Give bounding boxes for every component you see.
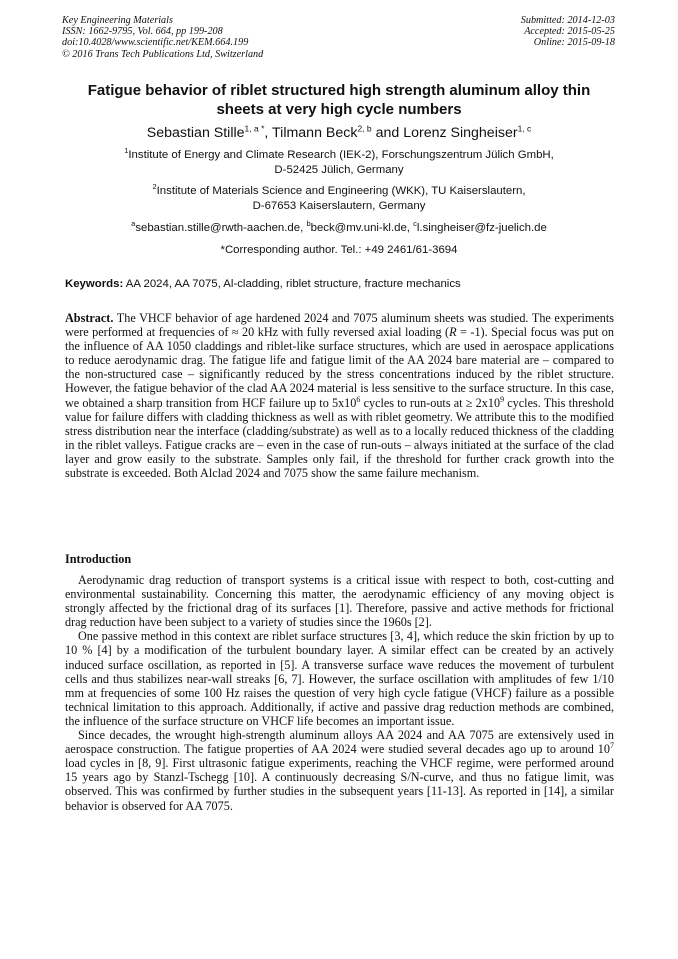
author-affiliation-mark: 1, a *	[244, 123, 265, 134]
email-mark: c	[413, 219, 417, 229]
paragraph-text: Since decades, the wrought high-strength aluminum alloys AA 2024 and AA 7075 are extensively used in aerospace construction. The fatigue properties of AA 2024 were studied several decades ago up to around 10	[65, 728, 614, 757]
author-separator: and	[371, 125, 404, 141]
author-name: Sebastian Stille	[146, 125, 245, 141]
paragraph	[65, 728, 614, 813]
author-emails	[40, 221, 638, 236]
corresponding-author: *Corresponding author. Tel.: +49 2461/61-3694	[220, 244, 458, 256]
email-link[interactable]: l.singheiser@fz-juelich.de	[416, 222, 547, 234]
paragraph: One passive method in this context are riblet surface structures [3, 4], which reduce the skin friction by up to 10 % [4] by a modification of the turbulent boundary layer. A similar effect can be created by an actively induced surface oscillation, as reported in [5]. A transverse surface wave reduces the movement of turbulent cells and thus stabilizes near-wall streaks [6, 7]. However, the surface oscillation with amplitudes of few 1/10 mm at frequencies of some 100 Hz raises the question of very high cycle fatigue (VHCF) failure as a possible technical limitation to this approach. Additionally, if active and passive drag reduction methods are combined, the influence of the surface structure on VHCF life becomes an important issue.	[65, 629, 614, 728]
submitted-date: Submitted: 2014-12-03	[520, 15, 615, 26]
paragraph: Aerodynamic drag reduction of transport systems is a critical issue with respect to both, cost-cutting and environmental sustainability. Concerning this matter, the aerodynamic efficiency of any moving object is strongly affected by the frictional drag of its surfaces [1]. Therefore, passive and active methods for frictional drag reduction have been subject to a variety of studies since the 1960s [2].	[65, 573, 614, 630]
abstract-text: The VHCF behavior of age hardened 2024 and 7075 aluminum sheets was studied. The experiments were performed at frequencies of ≈ 20 kHz with fully reversed axial loading (	[65, 311, 614, 340]
online-date: Online: 2015-09-18	[533, 37, 615, 49]
email-mark: b	[306, 219, 311, 229]
affiliation-mark: 1	[124, 146, 129, 156]
exponent: 9	[500, 394, 505, 404]
affiliation-2	[40, 184, 638, 214]
abstract-text: cycles. This threshold value for failure differs with cladding thickness as well as with riblet geometry. We attribute this to the modified stress distribution near the interface (cladding/substrate) as well as to a locally reduced thickness of the cladding in the riblet valleys. Fatigue cracks are – even in the case of run-outs – always initiated at the surface of the clad layer and grow easily to the substrate. Samples only fail, if the threshold for further crack growth into the substrate is exceeded. Both Alclad 2024 and 7075 show the same failure mechanism.	[65, 395, 614, 481]
abstract-text: cycles to run-outs at ≥ 2x10	[360, 395, 501, 410]
author-name: Tilmann Beck	[272, 125, 358, 141]
email-link[interactable]: sebastian.stille@rwth-aachen.de,	[135, 222, 307, 234]
exponent: 7	[610, 741, 614, 751]
journal-doi: doi:10.4028/www.scientific.net/KEM.664.199	[62, 37, 249, 49]
journal-issn: ISSN: 1662-9795, Vol. 664, pp 199-208	[62, 26, 223, 38]
email-link[interactable]: beck@mv.uni-kl.de,	[310, 222, 414, 234]
keywords-label: Keywords:	[65, 278, 124, 290]
author-affiliation-mark: 1, c	[517, 123, 532, 134]
email-mark: a	[131, 219, 136, 229]
author-name: Lorenz Singheiser	[403, 125, 518, 141]
abstract	[65, 311, 614, 480]
exponent: 6	[356, 394, 361, 404]
author-separator: ,	[264, 125, 273, 141]
affiliation-1	[40, 148, 638, 178]
journal-header-right	[521, 15, 615, 49]
journal-name: Key Engineering Materials	[62, 15, 173, 26]
author-list	[40, 124, 638, 142]
title-line-1: Fatigue behavior of riblet structured high strength aluminum alloy thin	[87, 82, 591, 99]
introduction-body	[65, 573, 614, 813]
author-affiliation-mark: 2, b	[357, 123, 372, 134]
affiliation-text: D-67653 Kaiserslautern, Germany	[252, 200, 426, 212]
section-heading-introduction: Introduction	[65, 552, 132, 566]
affiliation-text: Institute of Materials Science and Engineering (WKK), TU Kaiserslautern,	[156, 185, 526, 197]
journal-header-left	[62, 15, 263, 60]
paper-title	[50, 82, 628, 119]
paragraph-text: load cycles in [8, 9]. First ultrasonic fatigue experiments, reaching the VHCF regime, were performed around 15 years ago by Stanzl-Tschegg [10]. A continuously decreasing S/N-curve, and thus no fatigue limit, was observed. This was confirmed by further studies in the subsequent years [11-13]. As reported in [14], a similar behavior is observed for AA 7075.	[65, 756, 614, 813]
abstract-text: = -1). Special focus was put on the influence of AA 1050 claddings and riblet-like surface structures, which are used in aerospace applications to reduce aerodynamic drag. The fatigue life and fatigue limit of the AA 2024 bare material are – compared to the non-structured case – significantly reduced by the stress concentrations induced by the riblet structure. However, the fatigue behavior of the clad AA 2024 material is less sensitive to the surface structure. In this case, we obtained a sharp transition from HCF failure up to 5x10	[65, 325, 614, 410]
abstract-label: Abstract.	[65, 311, 114, 325]
keywords-text: AA 2024, AA 7075, Al-cladding, riblet structure, fracture mechanics	[123, 278, 461, 290]
accepted-date: Accepted: 2015-05-25	[524, 26, 615, 38]
affiliation-text: Institute of Energy and Climate Research (IEK-2), Forschungszentrum Jülich GmbH,	[128, 149, 554, 161]
keywords	[65, 277, 615, 291]
affiliation-mark: 2	[152, 182, 157, 192]
journal-copyright: © 2016 Trans Tech Publications Ltd, Switzerland	[62, 48, 264, 60]
abstract-variable: R	[449, 325, 457, 340]
affiliation-text: D-52425 Jülich, Germany	[274, 164, 404, 176]
title-line-2: sheets at very high cycle numbers	[216, 100, 462, 118]
